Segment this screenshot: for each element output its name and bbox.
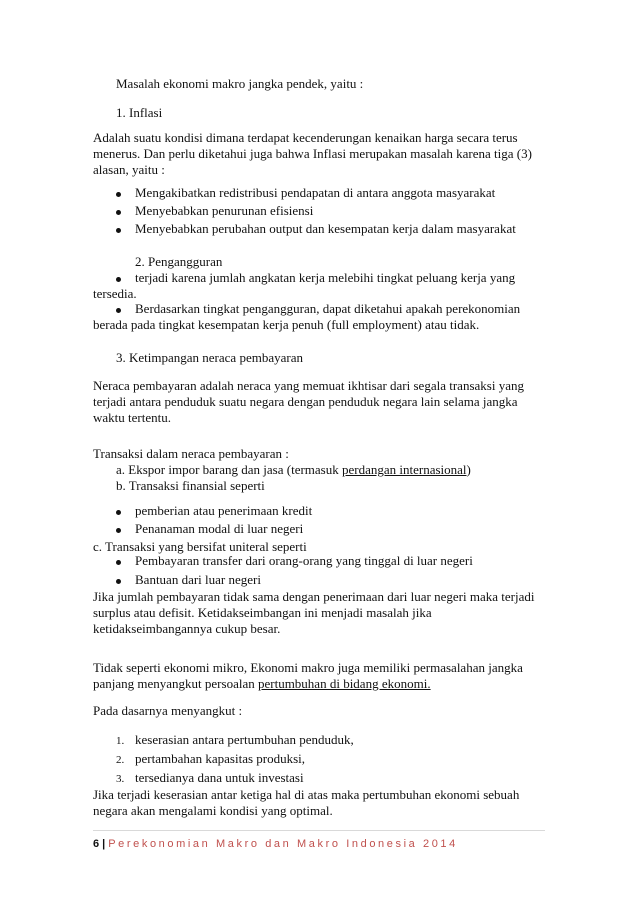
jangka-panjang-line bbox=[93, 676, 431, 692]
transaksi-item-a-close: ) bbox=[466, 462, 471, 477]
inflasi-paragraph-line: Adalah suatu kondisi dimana terdapat kecenderungan kenaikan harga secara terus bbox=[93, 130, 518, 145]
numbered-item: tersedianya dana untuk investasi bbox=[135, 770, 304, 785]
footer-title: Perekonomian Makro dan Makro Indonesia 2014 bbox=[108, 838, 458, 850]
closing-paragraph-line: Jika terjadi keserasian antar ketiga hal di atas maka pertumbuhan ekonomi sebuah bbox=[93, 787, 520, 802]
list-number: 2. bbox=[116, 754, 125, 766]
bullet-icon bbox=[116, 510, 121, 515]
list-number: 3. bbox=[116, 773, 125, 785]
perdangan-internasional-link[interactable]: perdangan internasional bbox=[341, 462, 467, 477]
inflasi-paragraph-line: menerus. Dan perlu diketahui juga bahwa Inflasi merupakan masalah karena tiga (3) bbox=[93, 146, 532, 161]
inflasi-bullet-item: Mengakibatkan redistribusi pendapatan di antara anggota masyarakat bbox=[135, 185, 496, 200]
numbered-item: keserasian antara pertumbuhan penduduk, bbox=[135, 732, 354, 747]
list-number: 1. bbox=[116, 735, 125, 747]
uniteral-bullet-item: Pembayaran transfer dari orang-orang yang tinggal di luar negeri bbox=[135, 553, 473, 568]
pertumbuhan-ekonomi-link[interactable]: pertumbuhan di bidang ekonomi. bbox=[257, 676, 431, 691]
pengangguran-bullet-line: berada pada tingkat kesempatan kerja penuh (full employment) atau tidak. bbox=[93, 317, 480, 332]
bullet-icon bbox=[116, 528, 121, 533]
inflasi-bullet-item: Menyebabkan perubahan output dan kesempatan kerja dalam masyarakat bbox=[135, 221, 516, 236]
footer-separator: | bbox=[102, 838, 106, 850]
section-heading-inflasi: 1. Inflasi bbox=[116, 105, 163, 120]
surplus-paragraph-line: surplus atau defisit. Ketidakseimbangan ini menjadi masalah jika bbox=[93, 605, 432, 620]
jangka-panjang-text: panjang menyangkut persoalan bbox=[93, 676, 258, 691]
surplus-paragraph-line: Jika jumlah pembayaran tidak sama dengan penerimaan dari luar negeri maka terjadi bbox=[93, 589, 535, 604]
numbered-item: pertambahan kapasitas produksi, bbox=[135, 751, 306, 766]
bullet-icon bbox=[116, 277, 121, 282]
intro-line: Masalah ekonomi makro jangka pendek, yaitu : bbox=[116, 76, 364, 91]
finansial-bullet-item: pemberian atau penerimaan kredit bbox=[135, 503, 313, 518]
transaksi-item-a bbox=[116, 462, 471, 478]
inflasi-bullet-item: Menyebabkan penurunan efisiensi bbox=[135, 203, 314, 218]
surplus-paragraph-line: ketidakseimbangannya cukup besar. bbox=[93, 621, 281, 636]
section-heading-ketimpangan: 3. Ketimpangan neraca pembayaran bbox=[116, 350, 303, 365]
transaksi-item-b: b. Transaksi finansial seperti bbox=[116, 478, 265, 493]
neraca-paragraph-line: waktu tertentu. bbox=[93, 410, 171, 425]
inflasi-paragraph-line: alasan, yaitu : bbox=[93, 162, 165, 177]
transaksi-item-a-text: a. Ekspor impor barang dan jasa (termasuk bbox=[116, 462, 342, 477]
bullet-icon bbox=[116, 210, 121, 215]
bullet-icon bbox=[116, 579, 121, 584]
footer-divider bbox=[93, 830, 545, 831]
pengangguran-bullet-line: tersedia. bbox=[93, 286, 137, 301]
closing-paragraph-line: negara akan mengalami kondisi yang optimal. bbox=[93, 803, 333, 818]
dasarnya-heading: Pada dasarnya menyangkut : bbox=[93, 703, 243, 718]
bullet-icon bbox=[116, 228, 121, 233]
bullet-icon bbox=[116, 192, 121, 197]
uniteral-bullet-item: Bantuan dari luar negeri bbox=[135, 572, 261, 587]
transaksi-heading: Transaksi dalam neraca pembayaran : bbox=[93, 446, 289, 461]
transaksi-item-c: c. Transaksi yang bersifat uniteral seperti bbox=[93, 539, 307, 554]
bullet-icon bbox=[116, 308, 121, 313]
jangka-panjang-line: Tidak seperti ekonomi mikro, Ekonomi makro juga memiliki permasalahan jangka bbox=[93, 660, 523, 675]
page-footer bbox=[93, 837, 458, 851]
bullet-icon bbox=[116, 560, 121, 565]
finansial-bullet-item: Penanaman modal di luar negeri bbox=[135, 521, 304, 536]
neraca-paragraph-line: Neraca pembayaran adalah neraca yang memuat ikhtisar dari segala transaksi yang bbox=[93, 378, 524, 393]
section-heading-pengangguran: 2. Pengangguran bbox=[135, 254, 223, 269]
page-number: 6 bbox=[93, 838, 100, 850]
pengangguran-bullet-line: terjadi karena jumlah angkatan kerja melebihi tingkat peluang kerja yang bbox=[135, 270, 516, 285]
pengangguran-bullet-line: Berdasarkan tingkat pengangguran, dapat diketahui apakah perekonomian bbox=[135, 301, 521, 316]
neraca-paragraph-line: terjadi antara penduduk suatu negara dengan penduduk negara lain selama jangka bbox=[93, 394, 518, 409]
